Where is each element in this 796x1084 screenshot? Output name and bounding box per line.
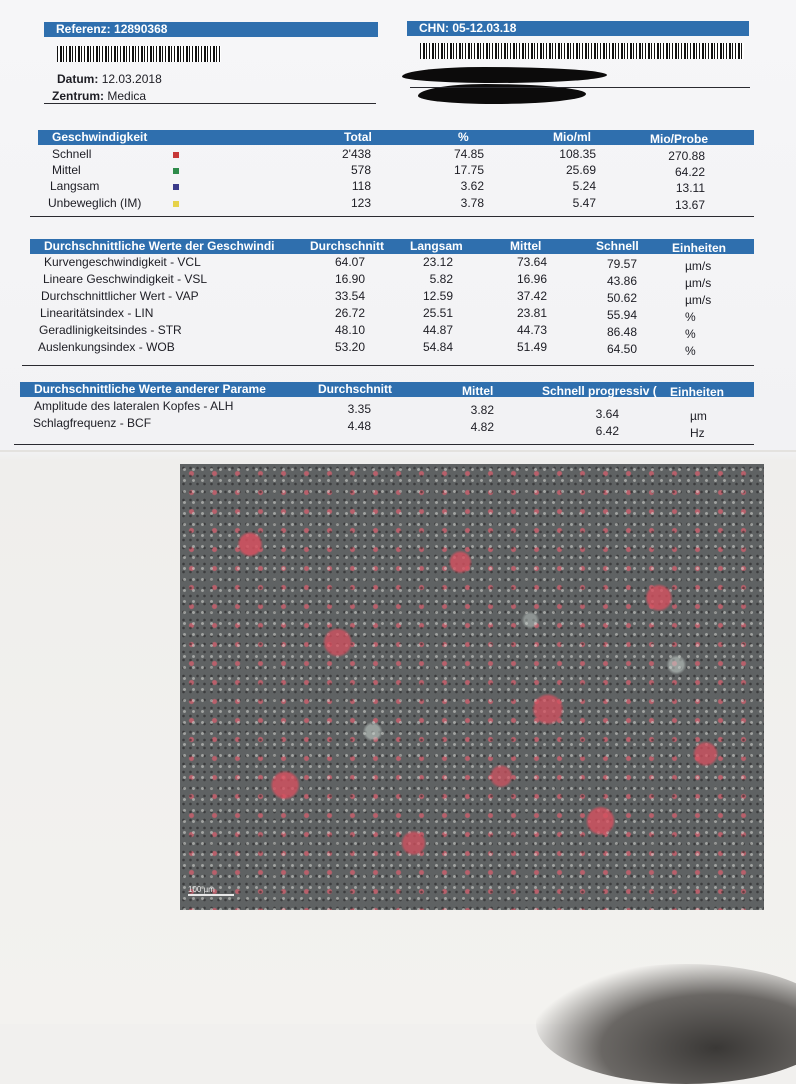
speed-row-mio-ml: 25.69 [565, 163, 596, 177]
speed-row-mio-ml: 5.24 [572, 179, 596, 193]
header-right-rule [410, 87, 750, 88]
velocity-row-langsam: 23.12 [422, 255, 453, 269]
speed-color-swatch [173, 152, 179, 158]
other-row-mittel: 3.82 [470, 403, 494, 417]
chn-label: CHN: [419, 21, 449, 35]
photo-shadow [536, 964, 796, 1084]
velocity-row-label: Lineare Geschwindigkeit - VSL [43, 272, 208, 286]
zentrum-line [52, 89, 146, 103]
velocity-row-label: Linearitätsindex - LIN [40, 306, 154, 320]
col-total: Total [344, 130, 372, 144]
speed-row-mio-probe: 270.88 [668, 149, 705, 163]
velocity-row-langsam: 44.87 [422, 323, 453, 337]
speed-row-percent: 3.78 [460, 196, 484, 210]
other-row-mittel: 4.82 [470, 420, 494, 434]
speed-row-mio-probe: 13.67 [674, 198, 705, 212]
col-einheiten: Einheiten [672, 241, 727, 255]
velocity-row-unit: µm/s [685, 276, 712, 290]
col-durchschnitt: Durchschnitt [310, 239, 385, 253]
velocity-row-schnell: 55.94 [606, 308, 637, 322]
chn-barcode [420, 43, 744, 59]
speed-color-swatch [173, 201, 179, 207]
velocity-row-label: Durchschnittlicher Wert - VAP [41, 289, 199, 303]
speed-row-mio-ml: 108.35 [559, 147, 596, 161]
velocity-row-schnell: 64.50 [606, 342, 637, 356]
speed-row-mio-probe: 13.11 [675, 181, 705, 195]
col-mittel: Mittel [510, 239, 542, 253]
speed-color-swatch [173, 184, 179, 190]
other-row-durchschnitt: 4.48 [347, 419, 371, 433]
velocity-row-mittel: 23.81 [516, 306, 547, 320]
velocity-table-header [30, 239, 754, 254]
velocity-row-langsam: 54.84 [422, 340, 453, 354]
zentrum-label: Zentrum: [52, 89, 104, 103]
velocity-row-durchschnitt: 48.10 [334, 323, 365, 337]
col-schnell: Schnell [596, 239, 639, 253]
zentrum-value: Medica [107, 89, 147, 103]
speed-row-label: Schnell [52, 147, 92, 161]
speed-row-label: Unbeweglich (IM) [48, 196, 142, 210]
velocity-row-schnell: 79.57 [606, 257, 637, 271]
velocity-row-unit: µm/s [685, 259, 712, 273]
speed-row-percent: 74.85 [453, 147, 484, 161]
speed-row-label: Mittel [52, 163, 81, 177]
velocity-row-durchschnitt: 64.07 [334, 255, 365, 269]
velocity-row-langsam: 25.51 [422, 306, 453, 320]
col-mio-ml: Mio/ml [553, 130, 591, 144]
col-percent: % [458, 130, 469, 144]
velocity-row-label: Auslenkungsindex - WOB [38, 340, 175, 354]
col-other-durchschnitt: Durchschnitt [318, 382, 393, 396]
col-langsam: Langsam [410, 239, 463, 253]
velocity-row-label: Geradlinigkeitsindes - STR [39, 323, 182, 337]
other-row-unit: µm [690, 409, 707, 423]
velocity-row-mittel: 51.49 [516, 340, 547, 354]
referenz-bar [44, 22, 378, 37]
velocity-row-langsam: 12.59 [422, 289, 453, 303]
speed-row-mio-ml: 5.47 [572, 196, 596, 210]
speed-table-rule [30, 216, 754, 217]
velocity-row-durchschnitt: 33.54 [334, 289, 365, 303]
microscope-image [180, 464, 764, 910]
velocity-row-mittel: 37.42 [516, 289, 547, 303]
velocity-row-langsam: 5.82 [429, 272, 453, 286]
other-row-schnell: 3.64 [595, 407, 619, 421]
chn-bar [407, 21, 749, 36]
redaction-mark [402, 67, 607, 83]
datum-label: Datum: [57, 72, 99, 86]
speed-row-percent: 3.62 [460, 179, 484, 193]
other-row-label: Schlagfrequenz - BCF [33, 416, 152, 430]
other-table-rule [14, 444, 754, 445]
velocity-row-unit: % [685, 310, 696, 324]
col-velocity-title: Durchschnittliche Werte der Geschwindi [44, 239, 275, 253]
speed-row-total: 123 [350, 196, 371, 210]
referenz-value: 12890368 [114, 22, 168, 36]
speed-color-swatch [173, 168, 179, 174]
velocity-row-unit: % [685, 344, 696, 358]
referenz-label: Referenz: [56, 22, 111, 36]
velocity-row-mittel: 16.96 [516, 272, 547, 286]
referenz-barcode [57, 46, 221, 62]
col-geschwindigkeit: Geschwindigkeit [52, 130, 148, 144]
other-table-header [20, 382, 754, 397]
velocity-table-rule [22, 365, 754, 366]
col-other-title: Durchschnittliche Werte anderer Parame [34, 382, 266, 396]
velocity-row-schnell: 50.62 [606, 291, 637, 305]
velocity-row-durchschnitt: 16.90 [334, 272, 365, 286]
col-other-einheiten: Einheiten [670, 385, 725, 399]
velocity-row-durchschnitt: 26.72 [334, 306, 365, 320]
velocity-row-unit: µm/s [685, 293, 712, 307]
speed-row-percent: 17.75 [453, 163, 484, 177]
datum-value: 12.03.2018 [101, 72, 162, 86]
chn-value: 05-12.03.18 [452, 21, 517, 35]
col-other-schnell: Schnell progressiv ( [542, 384, 657, 398]
velocity-row-unit: % [685, 327, 696, 341]
velocity-row-mittel: 44.73 [516, 323, 547, 337]
col-other-mittel: Mittel [462, 384, 494, 398]
other-row-label: Amplitude des lateralen Kopfes - ALH [34, 399, 234, 413]
velocity-row-schnell: 86.48 [606, 325, 637, 339]
velocity-row-durchschnitt: 53.20 [334, 340, 365, 354]
scale-bar-label: 100 µm [188, 885, 215, 894]
header-left-rule [44, 103, 376, 104]
datum-line [57, 72, 162, 86]
speed-table-header [38, 130, 754, 145]
other-row-schnell: 6.42 [595, 424, 619, 438]
velocity-row-label: Kurvengeschwindigkeit - VCL [44, 255, 201, 269]
speed-row-total: 578 [350, 163, 371, 177]
other-row-durchschnitt: 3.35 [347, 402, 371, 416]
other-row-unit: Hz [690, 426, 705, 440]
velocity-row-mittel: 73.64 [516, 255, 547, 269]
velocity-row-schnell: 43.86 [606, 274, 637, 288]
scale-bar [188, 894, 234, 896]
speed-row-total: 2'438 [342, 147, 371, 161]
speed-row-mio-probe: 64.22 [674, 165, 705, 179]
speed-row-label: Langsam [50, 179, 100, 193]
col-mio-probe: Mio/Probe [650, 132, 709, 146]
paper-fold [0, 450, 796, 452]
speed-row-total: 118 [351, 179, 371, 193]
